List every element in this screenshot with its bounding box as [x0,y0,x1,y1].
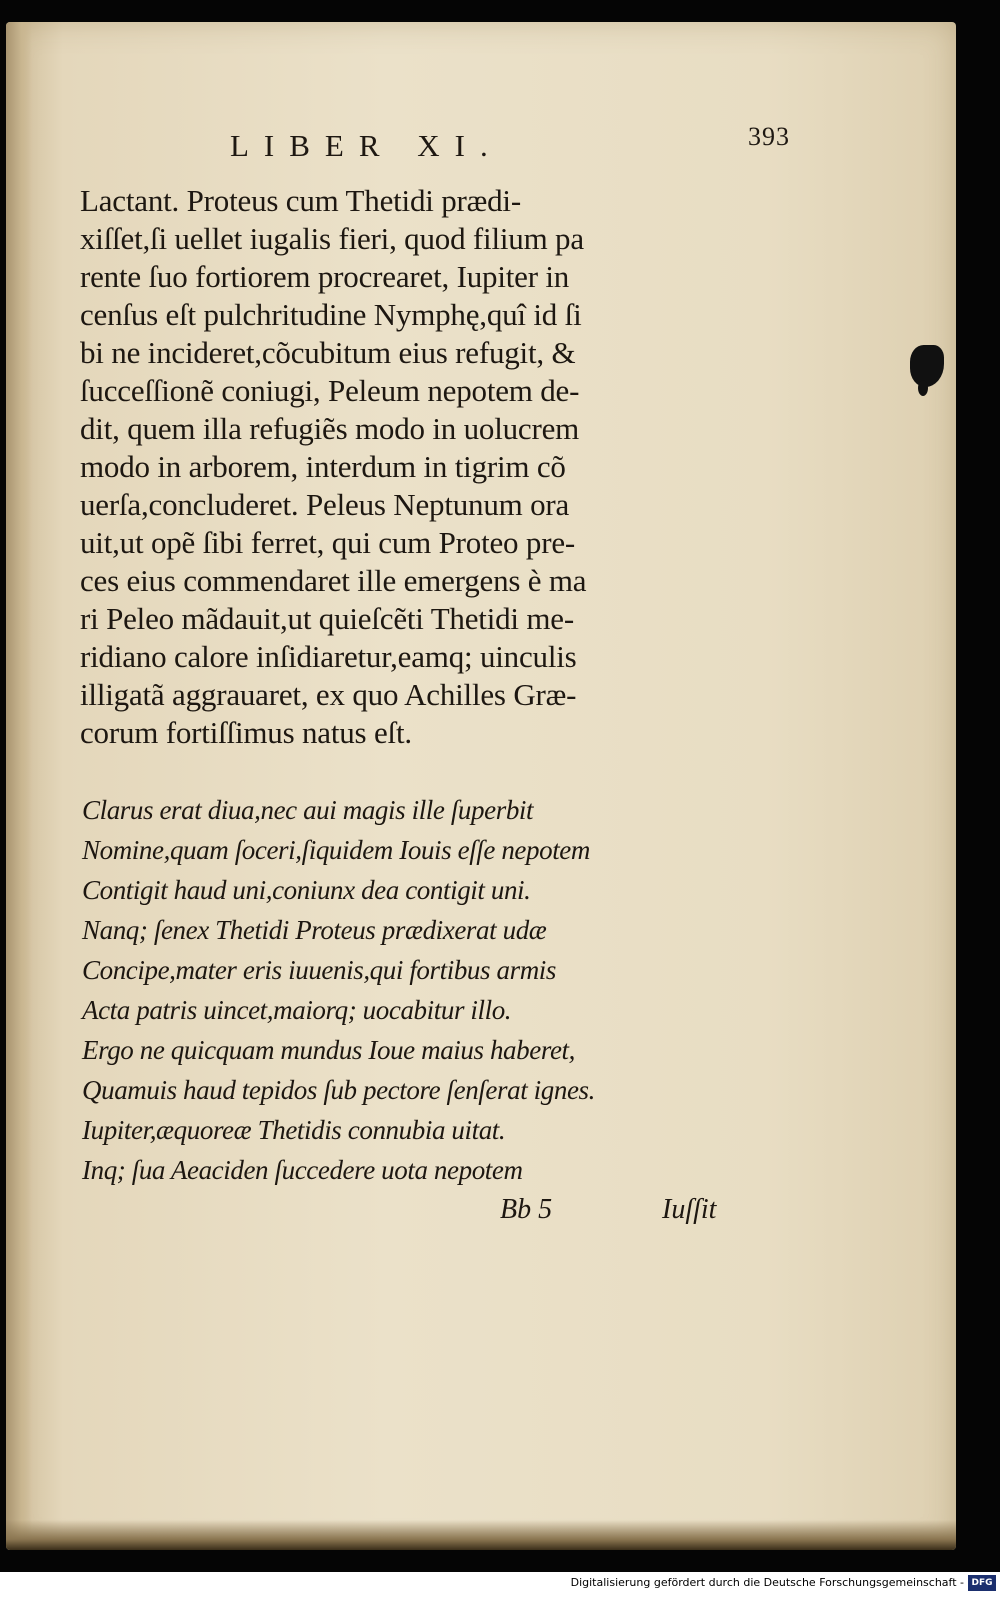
dfg-logo: DFG [968,1575,996,1591]
commentary-line: dit, quem illa refugiẽs modo in uolucrem [80,411,580,446]
commentary-line: uerſa,concluderet. Peleus Neptunum ora [80,487,570,522]
signature-mark: Bb 5 [500,1194,553,1225]
verse-line: Concipe,mater eris iuuenis,qui fortibus armis [82,955,556,985]
footer-bar [0,1572,1000,1597]
verse-line: Nanq; ſenex Thetidi Proteus prædixerat udæ [82,915,547,945]
commentary-line: ſucceſſionẽ coniugi, Peleum nepotem de‑ [80,373,580,408]
commentary-line: uit,ut opẽ ſibi ferret, qui cum Proteo pre‑ [80,525,576,560]
verse-line: Ergo ne quicquam mundus Ioue maius haberet, [82,1035,575,1065]
commentary-line: rente ſuo fortiorem procrearet, Iupiter in [80,259,570,294]
verse-line: Quamuis haud tepidos ſub pectore ſenſerat ignes. [82,1075,595,1105]
commentary-line: illigatã aggrauaret, ex quo Achilles Græ‑ [80,677,577,712]
commentary-line: bi ne incideret,cõcubitum eius refugit, & [80,335,576,370]
verse-line: Iupiter,æquoreæ Thetidis connubia uitat. [82,1115,506,1145]
running-head: LIBER XI. [230,128,503,163]
page-header [230,122,790,172]
ink-drip-mark [918,380,928,396]
funding-credit: Digitalisierung gefördert durch die Deutsche Forschungsgemeinschaft - [570,1576,964,1589]
page-number: 393 [748,122,790,151]
commentary-line: Lactant. Proteus cum Thetidi prædi‑ [80,183,521,218]
commentary-line: modo in arborem, interdum in tigrim cõ [80,449,566,484]
page-gutter-shadow [6,22,32,1550]
page-bottom-edge [6,1520,956,1550]
verse-line: Nomine,quam ſoceri,ſiquidem Iouis eſſe nepotem [82,835,590,865]
verse-line: Inq; ſua Aeaciden ſuccedere uota nepotem [82,1155,523,1185]
commentary-line: ridiano calore inſidiaretur,eamq; uinculis [80,639,577,674]
commentary-line: cenſus eſt pulchritudine Nymphę,quî id ſi [80,297,582,332]
commentary-line: corum fortiſſimus natus eſt. [80,715,412,750]
commentary-line: ces eius commendaret ille emergens è ma [80,563,587,598]
verse-block [82,790,702,1190]
catchword: Iuſſit [662,1194,717,1225]
commentary-line: ri Peleo mãdauit,ut quieſcẽti Thetidi me‑ [80,601,574,636]
verse-line: Clarus erat diua,nec aui magis ille ſuperbit [82,795,534,825]
verse-line: Acta patris uincet,maiorq; uocabitur illo. [82,995,512,1025]
commentary-line: xiſſet,ſi uellet iugalis fieri, quod filium pa [80,221,584,256]
verse-line: Contigit haud uni,coniunx dea contigit uni. [82,875,531,905]
commentary-block [80,182,730,752]
